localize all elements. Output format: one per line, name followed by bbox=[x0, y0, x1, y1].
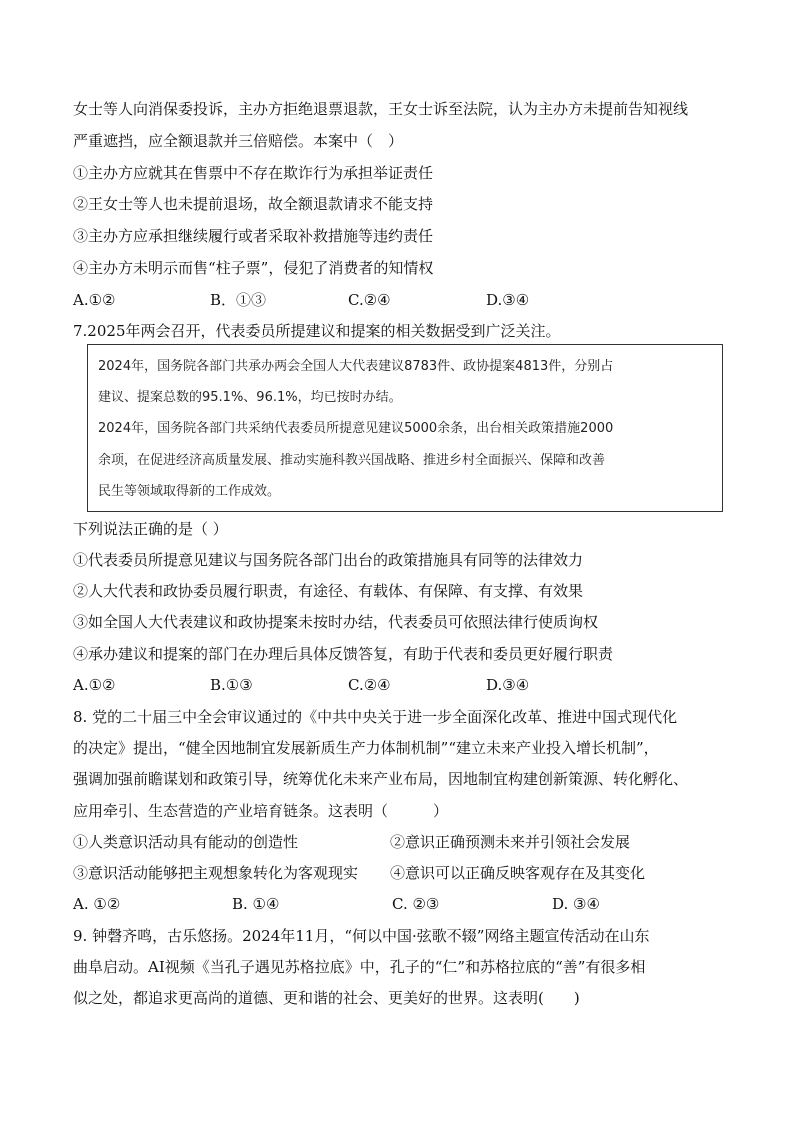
q7-statement-2: ②人大代表和政协委员履行职责，有途径、有载体、有保障、有支撑、有效果 bbox=[73, 582, 584, 600]
q6-option-b[interactable]: B．①③ bbox=[210, 291, 267, 309]
q6-statement-4: ④主办方未明示而售“柱子票”，侵犯了消费者的知情权 bbox=[73, 259, 434, 277]
q7-option-a[interactable]: A.①② bbox=[73, 676, 116, 694]
q8-statement-1: ①人类意识活动具有能动的创造性 bbox=[73, 833, 299, 851]
q7-material-line-2: 建议、提案总数的95.1%、96.1%，均已按时办结。 bbox=[98, 390, 402, 405]
q6-stem-line-1: 女士等人向消保委投诉，主办方拒绝退票退款，王女士诉至法院，认为主办方未提前告知视线 bbox=[73, 100, 689, 118]
q7-statement-1: ①代表委员所提意见建议与国务院各部门出台的政策措施具有同等的法律效力 bbox=[73, 551, 584, 569]
q6-option-d[interactable]: D.③④ bbox=[486, 291, 530, 309]
q8-statement-3: ③意识活动能够把主观想象转化为客观现实 bbox=[73, 864, 359, 882]
q8-option-d[interactable]: D. ③④ bbox=[552, 895, 600, 913]
q8-stem-line-1: 8. 党的二十届三中全会审议通过的《中共中央关于进一步全面深化改革、推进中国式现代化 bbox=[73, 708, 678, 726]
q7-material-box bbox=[87, 344, 723, 512]
q6-option-a[interactable]: A.①② bbox=[73, 291, 116, 309]
q8-option-b[interactable]: B. ①④ bbox=[232, 895, 280, 913]
q8-statement-2: ②意识正确预测未来并引领社会发展 bbox=[390, 833, 631, 851]
q8-stem-line-2: 的决定》提出，“健全因地制宜发展新质生产力体制机制”“建立未来产业投入增长机制”， bbox=[73, 739, 659, 757]
q7-question: 下列说法正确的是（ ） bbox=[73, 520, 228, 538]
q6-option-c[interactable]: C.②④ bbox=[348, 291, 391, 309]
q6-statement-1: ①主办方应就其在售票中不存在欺诈行为承担举证责任 bbox=[73, 164, 434, 182]
q7-material-line-4: 余项，在促进经济高质量发展、推动实施科教兴国战略、推进乡村全面振兴、保障和改善 bbox=[98, 453, 606, 468]
q8-stem-line-3: 强调加强前瞻谋划和政策引导，统筹优化未来产业布局，因地制宜构建创新策源、转化孵化、 bbox=[73, 770, 689, 788]
q7-material-line-3: 2024年，国务院各部门共采纳代表委员所提意见建议5000余条，出台相关政策措施2000 bbox=[98, 421, 614, 436]
q6-statement-2: ②王女士等人也未提前退场，故全额退款请求不能支持 bbox=[73, 195, 434, 213]
q6-statement-3: ③主办方应承担继续履行或者采取补救措施等违约责任 bbox=[73, 227, 434, 245]
q8-stem-line-4: 应用牵引、生态营造的产业培育链条。这表明（ ） bbox=[73, 802, 449, 820]
q7-material-line-5: 民生等领域取得新的工作成效。 bbox=[98, 484, 281, 499]
q8-statement-4: ④意识可以正确反映客观存在及其变化 bbox=[390, 864, 646, 882]
q9-stem-line-3: 似之处，都追求更高尚的道德、更和谐的社会、更美好的世界。这表明( ) bbox=[73, 989, 580, 1007]
q8-option-a[interactable]: A. ①② bbox=[73, 895, 121, 913]
q7-option-d[interactable]: D.③④ bbox=[486, 676, 530, 694]
q9-stem-line-1: 9. 钟磬齐鸣，古乐悠扬。2024年11月，“何以中国·弦歌不辍”网络主题宣传活动在山东 bbox=[73, 927, 650, 945]
q7-statement-4: ④承办建议和提案的部门在办理后具体反馈答复，有助于代表和委员更好履行职责 bbox=[73, 645, 614, 663]
q7-intro: 7.2025年两会召开，代表委员所提建议和提案的相关数据受到广泛关注。 bbox=[73, 322, 561, 340]
q8-option-c[interactable]: C. ②③ bbox=[392, 895, 440, 913]
q7-option-b[interactable]: B.①③ bbox=[210, 676, 253, 694]
q9-stem-line-2: 曲阜启动。AI视频《当孔子遇见苏格拉底》中，孔子的“仁”和苏格拉底的“善”有很多相 bbox=[73, 958, 646, 976]
q7-statement-3: ③如全国人大代表建议和政协提案未按时办结，代表委员可依照法律行使质询权 bbox=[73, 613, 599, 631]
q7-material-line-1: 2024年，国务院各部门共承办两会全国人大代表建议8783件、政协提案4813件，分别占 bbox=[98, 359, 614, 374]
q6-stem-line-2: 严重遮挡，应全额退款并三倍赔偿。本案中（ ） bbox=[73, 132, 404, 150]
q7-option-c[interactable]: C.②④ bbox=[348, 676, 391, 694]
